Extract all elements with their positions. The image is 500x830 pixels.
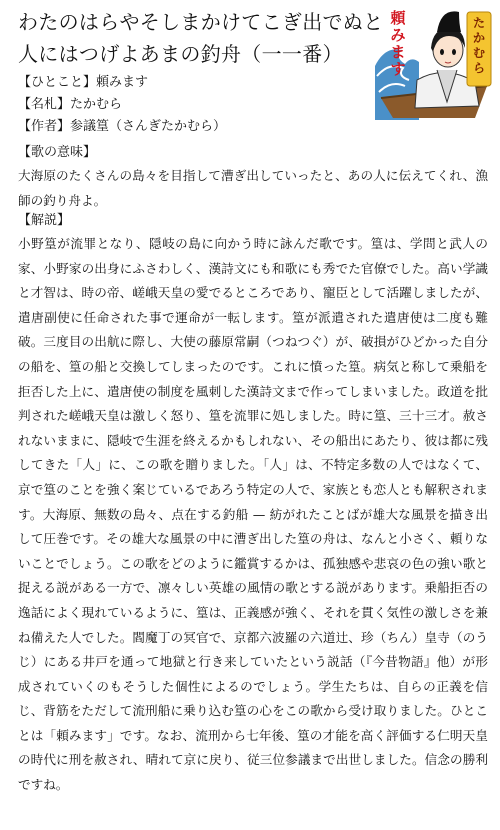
- poem-line-2: 人にはつげよあまの釣舟（一一番）: [18, 42, 343, 66]
- meaning-text: 大海原のたくさんの島々を目指して漕ぎ出していったと、あの人に伝えてくれ、漁師の釣り舟よ。: [18, 168, 488, 208]
- commentary-section: [18, 210, 488, 798]
- poem-meta: [18, 72, 368, 138]
- meaning-heading: 【歌の意味】: [18, 145, 97, 160]
- meaning-section: [18, 142, 488, 213]
- commentary-text: 小野篁が流罪となり、隠岐の島に向かう時に詠んだ歌です。篁は、学問と武人の家、小野家の出身にふさわしく、漢詩文にも和歌にも秀でた官僚でした。高い学識と才智は、時の帝、嵯峨天皇の愛でるところであり、寵臣として活躍しましたが、遣唐副使に任命された事で運命が一転します。篁が派遣された遣唐使は二度も難破。三度目の出航に際し、大使の藤原常嗣（つねつぐ）が、破損がひどかった自分の船を、篁の船と交換してしまったのです。これに憤った篁。病気と称して乗船を拒否した上に、遣唐使の制度を風刺した漢詩文まで作ってしまいました。政道を批判された嵯峨天皇は激しく怒り、篁を流罪に処しました。時に篁、三十三才。赦されないままに、隠岐で生涯を終えるかもしれない、その船出にあたり、彼は都に残してきた「人」に、この歌を贈りました。「人」は、不特定多数の人ではなくて、京で篁のことを強く案じているであろう特定の人で、家族とも恋人とも解釈されます。大海原、無数の島々、点在する釣船 — 紡がれたことばが雄大な風景を描き出して圧巻です。その雄大な風景の中に漕ぎ出した篁の舟は、なんと小さく、頼りないことでしょう。この歌をどのように鑑賞するかは、孤独感や悲哀の色の強い歌と捉える説がある一方で、凛々しい英雄の風情の歌とする説があります。乗船拒否の逸話によく現れているように、篁は、正義感が強く、それを貫く気性の激しさを兼ね備えた人でした。閻魔丁の冥官で、京都六波羅の六道辻、珍（ちん）皇寺（のうじ）にある井戸を通って地獄と行き来していたという説話（『今昔物語』他）が形成されていくのもそうした個性によるのでしょう。学生たちは、自らの正義を信じ、背筋をただして流刑船に乗り込む篁の心をこの歌から受け取りました。ひとことは「頼みます」です。なお、流刑から七年後、篁の才能を高く評価する仁明天皇の時代に刑を赦され、晴れて京に戻り、従三位参議まで出世しました。信念の勝利ですね。: [18, 236, 489, 793]
- author-row: 【作者】参議篁（さんぎたかむら）: [18, 119, 227, 134]
- character-illustration: [375, 6, 493, 120]
- commentary-heading: 【解説】: [18, 213, 71, 228]
- name-badge: たかむら: [472, 16, 485, 75]
- poem-line-1: わたのはらやそしまかけてこぎ出でぬと: [18, 10, 384, 34]
- poem: [18, 6, 384, 70]
- slogan-label: 頼みます: [390, 9, 406, 78]
- nafuda-row: 【名札】たかむら: [18, 97, 123, 112]
- hitokoto-row: 【ひとこと】頼みます: [18, 75, 149, 90]
